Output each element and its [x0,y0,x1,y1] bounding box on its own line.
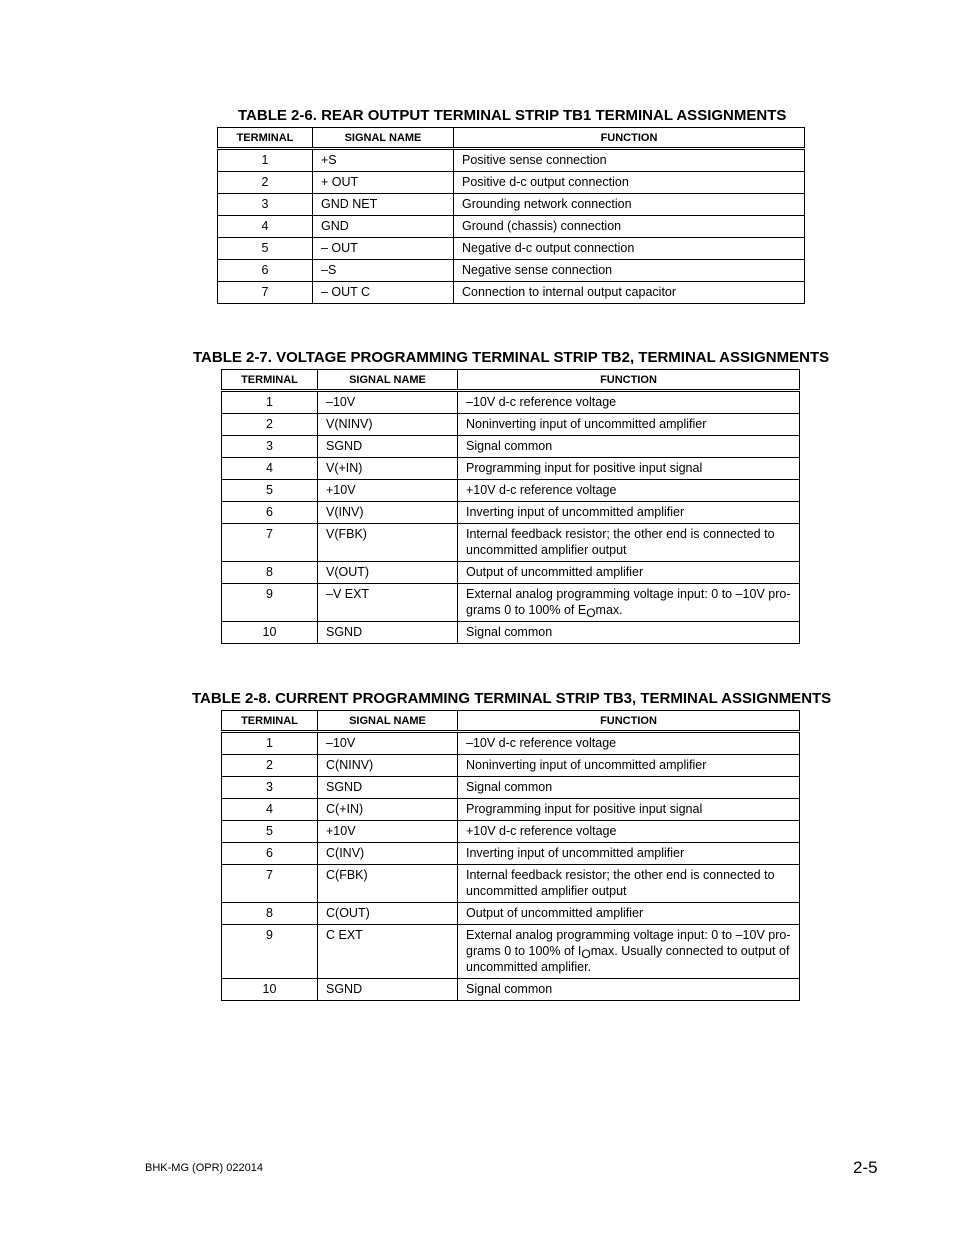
signal-cell: SGND [318,436,458,458]
signal-cell: – OUT C [313,282,454,304]
signal-cell: V(NINV) [318,414,458,436]
signal-cell: SGND [318,979,458,1001]
signal-cell: SGND [318,622,458,644]
table-row [222,480,800,502]
signal-cell: SGND [318,777,458,799]
table-row [222,458,800,480]
table-row [218,282,805,304]
terminal-cell: 4 [218,216,313,238]
terminal-cell: 4 [222,458,318,480]
terminal-cell: 1 [222,391,318,414]
function-cell: Output of uncommitted amplifier [458,903,800,925]
function-cell: Ground (chassis) connection [454,216,805,238]
terminal-cell: 10 [222,979,318,1001]
function-cell: –10V d-c reference voltage [458,391,800,414]
table-row [222,562,800,584]
function-cell: –10V d-c reference voltage [458,732,800,755]
table-row [222,843,800,865]
signal-cell: –10V [318,732,458,755]
function-text-cont: max. [595,603,623,617]
signal-cell: +10V [318,480,458,502]
terminal-cell: 6 [222,843,318,865]
signal-cell: V(+IN) [318,458,458,480]
signal-cell: C(INV) [318,843,458,865]
signal-cell: –S [313,260,454,282]
signal-cell: V(FBK) [318,524,458,562]
terminal-cell: 2 [222,755,318,777]
signal-cell: C(NINV) [318,755,458,777]
terminal-cell: 3 [222,436,318,458]
terminal-cell: 1 [218,149,313,172]
table-row [222,979,800,1001]
terminal-cell: 3 [218,194,313,216]
terminal-cell: 1 [222,732,318,755]
table-row [222,777,800,799]
terminal-cell: 7 [218,282,313,304]
signal-cell: C(OUT) [318,903,458,925]
table-row [218,194,805,216]
signal-cell: – OUT [313,238,454,260]
function-cell: +10V d-c reference voltage [458,480,800,502]
subscript-o: O [581,947,591,961]
signal-cell: C(+IN) [318,799,458,821]
function-cell: Grounding network connection [454,194,805,216]
table-2-6-title: TABLE 2-6. REAR OUTPUT TERMINAL STRIP TB1 TERMINAL ASSIGNMENTS [238,107,787,124]
header-function: FUNCTION [458,711,800,732]
signal-cell: + OUT [313,172,454,194]
function-cell: Signal common [458,436,800,458]
function-cell: Output of uncommitted amplifier [458,562,800,584]
header-signal-name: SIGNAL NAME [318,711,458,732]
signal-cell: C EXT [318,925,458,979]
terminal-cell: 9 [222,584,318,622]
signal-cell: GND NET [313,194,454,216]
table-row [218,149,805,172]
function-cell: Negative d-c output connection [454,238,805,260]
table-row [218,172,805,194]
table-2-6 [217,127,805,304]
function-text-cont: max. Usually connected to output of uncommitted amplifier. [466,944,790,974]
table-2-8 [221,710,800,1001]
function-cell: Inverting input of uncommitted amplifier [458,502,800,524]
terminal-cell: 2 [218,172,313,194]
function-text: External analog programming voltage input: 0 to –10V pro-grams 0 to 100% of I [466,928,791,958]
function-cell: Connection to internal output capacitor [454,282,805,304]
table-row [222,799,800,821]
function-cell: Internal feedback resistor; the other end is connected to uncommitted amplifier output [458,865,800,903]
header-signal-name: SIGNAL NAME [318,370,458,391]
table-row [222,524,800,562]
terminal-cell: 10 [222,622,318,644]
signal-cell: +10V [318,821,458,843]
terminal-cell: 6 [218,260,313,282]
subscript-o: O [586,606,596,620]
terminal-cell: 5 [222,480,318,502]
table-2-7-title: TABLE 2-7. VOLTAGE PROGRAMMING TERMINAL STRIP TB2, TERMINAL ASSIGNMENTS [193,349,830,366]
table-header-row [222,370,800,391]
table-row [222,584,800,622]
signal-cell: +S [313,149,454,172]
signal-cell: –10V [318,391,458,414]
function-cell [458,584,800,622]
table-row [222,821,800,843]
terminal-cell: 9 [222,925,318,979]
function-cell: Inverting input of uncommitted amplifier [458,843,800,865]
function-cell: +10V d-c reference voltage [458,821,800,843]
function-cell [458,925,800,979]
function-cell: Negative sense connection [454,260,805,282]
table-row [222,622,800,644]
signal-cell: V(OUT) [318,562,458,584]
table-2-8-title: TABLE 2-8. CURRENT PROGRAMMING TERMINAL STRIP TB3, TERMINAL ASSIGNMENTS [192,690,832,707]
function-cell: Signal common [458,979,800,1001]
table-row [222,732,800,755]
function-cell: Programming input for positive input signal [458,799,800,821]
header-function: FUNCTION [458,370,800,391]
signal-cell: C(FBK) [318,865,458,903]
terminal-cell: 7 [222,524,318,562]
header-function: FUNCTION [454,128,805,149]
signal-cell: GND [313,216,454,238]
function-text: External analog programming voltage input: 0 to –10V pro-grams 0 to 100% of E [466,587,791,617]
table-row [222,436,800,458]
function-cell: Noninverting input of uncommitted amplifier [458,414,800,436]
function-cell: Signal common [458,622,800,644]
function-cell: Positive sense connection [454,149,805,172]
terminal-cell: 8 [222,562,318,584]
terminal-cell: 3 [222,777,318,799]
table-header-row [222,711,800,732]
table-row [222,865,800,903]
function-cell: Signal common [458,777,800,799]
table-row [218,216,805,238]
terminal-cell: 2 [222,414,318,436]
table-row [222,903,800,925]
terminal-cell: 4 [222,799,318,821]
table-row [222,925,800,979]
table-row [222,391,800,414]
terminal-cell: 6 [222,502,318,524]
terminal-cell: 7 [222,865,318,903]
header-terminal: TERMINAL [218,128,313,149]
header-signal-name: SIGNAL NAME [313,128,454,149]
table-row [218,260,805,282]
table-row [222,755,800,777]
terminal-cell: 8 [222,903,318,925]
table-row [222,502,800,524]
function-cell: Noninverting input of uncommitted amplifier [458,755,800,777]
signal-cell: –V EXT [318,584,458,622]
page-number: 2-5 [853,1158,878,1177]
table-header-row [218,128,805,149]
table-2-7 [221,369,800,644]
header-terminal: TERMINAL [222,370,318,391]
terminal-cell: 5 [222,821,318,843]
function-cell: Positive d-c output connection [454,172,805,194]
function-cell: Programming input for positive input signal [458,458,800,480]
header-terminal: TERMINAL [222,711,318,732]
signal-cell: V(INV) [318,502,458,524]
function-cell: Internal feedback resistor; the other end is connected to uncommitted amplifier output [458,524,800,562]
footer-doc-id: BHK-MG (OPR) 022014 [145,1162,263,1174]
table-row [218,238,805,260]
terminal-cell: 5 [218,238,313,260]
table-row [222,414,800,436]
